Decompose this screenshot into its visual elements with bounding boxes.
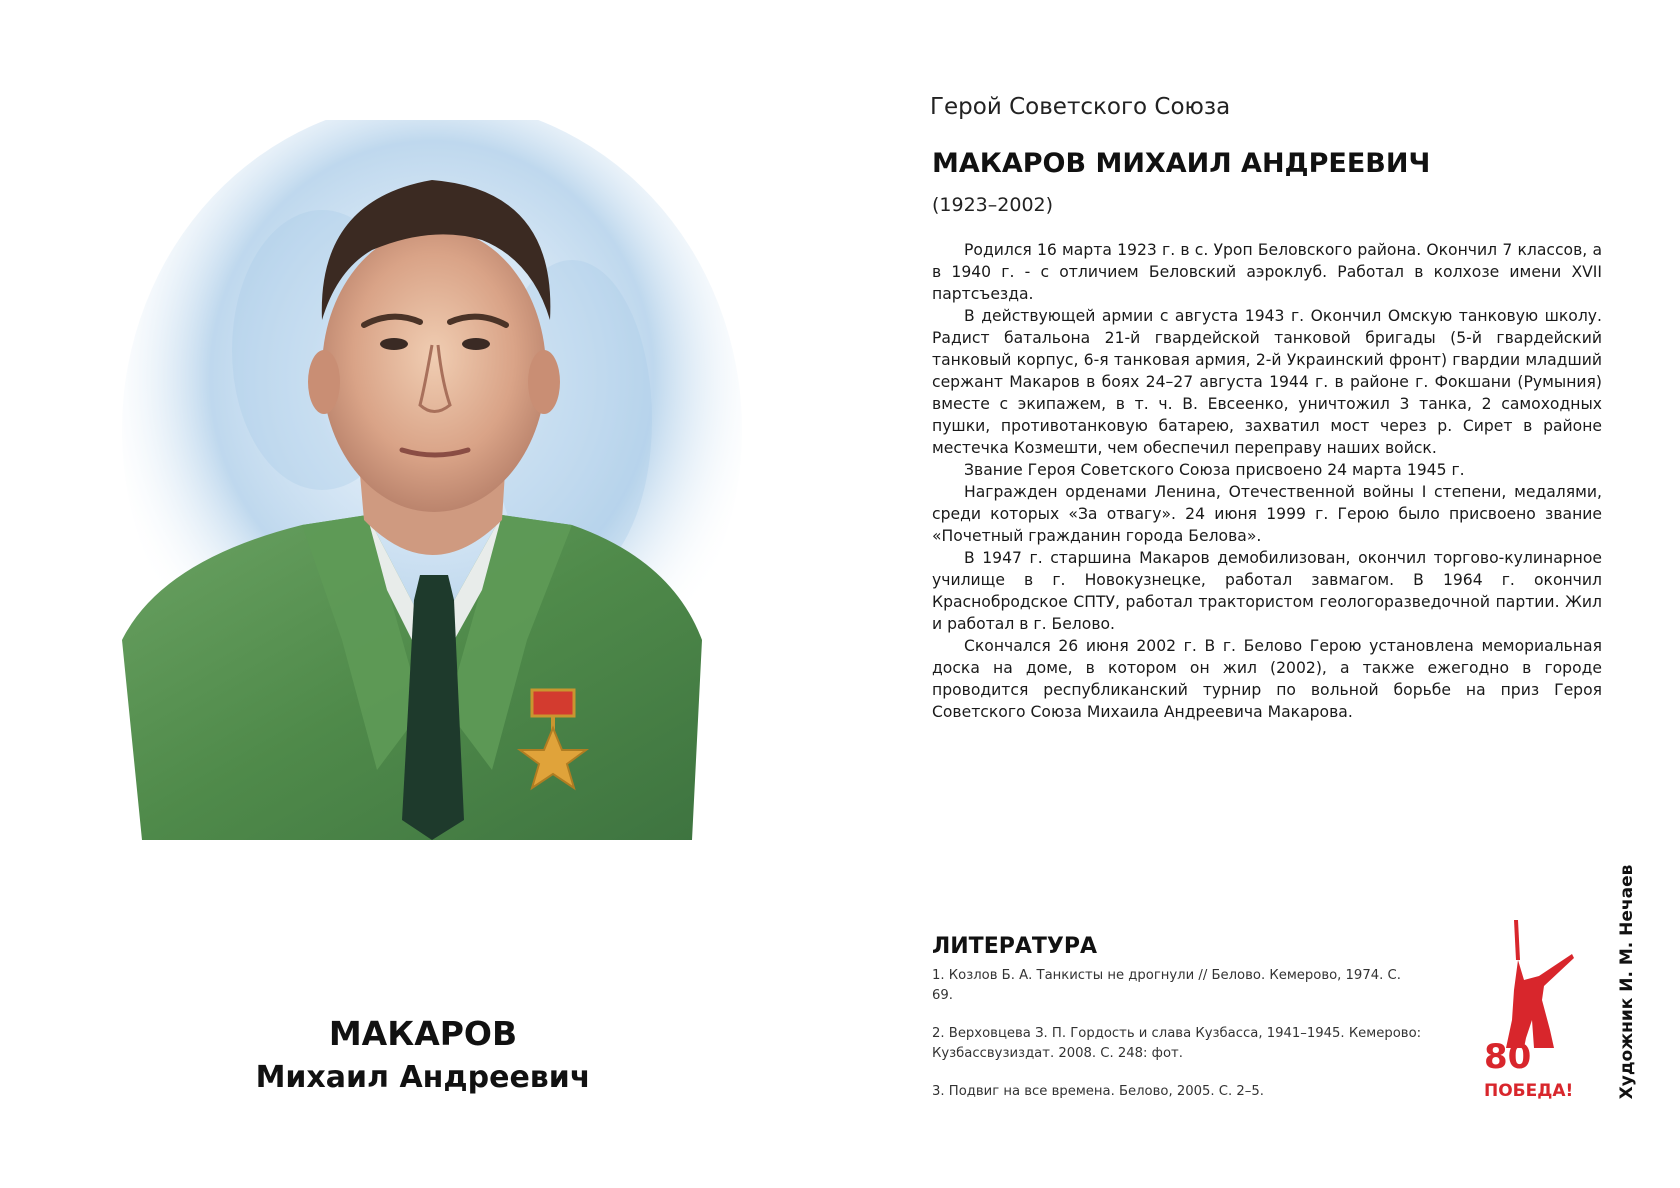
artist-credit-text: Художник И. М. Нечаев (1617, 864, 1637, 1100)
bio-paragraph: Родился 16 марта 1923 г. в с. Уроп Беловского района. Окончил 7 классов, а в 1940 г. - с отличием Беловский аэроклуб. Работал в колхозе имени XVII партсъезда. (932, 241, 1602, 303)
bio-paragraph: Скончался 26 июня 2002 г. В г. Белово Герою установлена мемориальная доска на доме, в котором он жил (2002), а также ежегодно в городе проводится республиканский турнир по вольной борьбе на приз Героя Советского Союза Михаила Андреевича Макарова. (932, 637, 1602, 721)
literature-item: 1. Козлов Б. А. Танкисты не дрогнули // Белово. Кемерово, 1974. С. 69. (932, 968, 1401, 1003)
bio-paragraph: В действующей армии с августа 1943 г. Окончил Омскую танковую школу. Радист батальона 21-й гвардейской танковой бригады (5-й гвардейский танковый корпус, 6-я танковая армия, 2-й Украинский фронт) гвардии младший сержант Макаров в боях 24–27 августа 1944 г. в районе г. Фокшани (Румыния) вместе с экипажем, в т. ч. В. Евсеенко, уничтожил 3 танка, 2 самоходных пушки, противотанковую батарею, захватил мост через р. Сирет в районе местечка Козмешти, чем обеспечил переправу наших войск. (932, 307, 1602, 457)
artist-credit (1612, 864, 1642, 1100)
portrait-caption (102, 1012, 744, 1100)
caption-surname: МАКАРОВ (328, 1014, 518, 1053)
bio-paragraph: Награжден орденами Ленина, Отечественной войны I степени, медалями, среди которых «За отвагу». 24 июня 1999 г. Герою было присвоено звание «Почетный гражданин города Белова». (932, 483, 1602, 545)
literature-list (932, 966, 1422, 1120)
literature-item: 3. Подвиг на все времена. Белово, 2005. С. 2–5. (932, 1084, 1264, 1099)
caption-given-names: Михаил Андреевич (255, 1060, 591, 1095)
motherland-statue-icon (1506, 920, 1574, 1048)
hero-name-heading: МАКАРОВ МИХАИЛ АНДРЕЕВИЧ (932, 148, 1431, 179)
bio-paragraph: Звание Героя Советского Союза присвоено 24 марта 1945 г. (964, 461, 1465, 479)
bio-paragraph: В 1947 г. старшина Макаров демобилизован, окончил торгово-кулинарное училище в г. Новокузнецке, работал завмагом. В 1964 г. окончил Краснобродское СПТУ, работал трактористом геологоразведочной партии. Жил и работал в г. Белово. (932, 549, 1602, 633)
logo-number: 80 (1484, 1037, 1532, 1077)
face (322, 228, 546, 512)
victory-80-logo (1484, 920, 1576, 1102)
biography (932, 239, 1602, 723)
hero-title-kicker: Герой Советского Союза (930, 94, 1231, 120)
hero-portrait (102, 120, 744, 926)
literature-heading: ЛИТЕРАТУРА (932, 934, 1097, 959)
literature-item: 2. Верховцева З. П. Гордость и слава Кузбасса, 1941–1945. Кемерово: Кузбассвузиздат. 2008. С. 248: фот. (932, 1026, 1422, 1061)
life-years: (1923–2002) (932, 194, 1054, 216)
logo-text: ПОБЕДА! (1484, 1081, 1574, 1101)
